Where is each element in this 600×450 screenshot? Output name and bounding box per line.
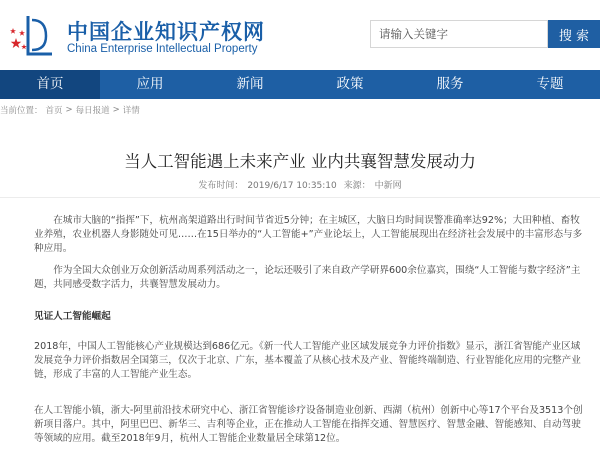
site-name-cn[interactable]: 中国企业知识产权网 xyxy=(67,20,265,44)
article-subhead: 见证人工智能崛起 xyxy=(34,311,111,322)
breadcrumb-separator: > xyxy=(112,105,120,115)
search-button[interactable]: 搜 索 xyxy=(548,20,600,48)
article-paragraph: 作为全国大众创业万众创新活动周系列活动之一，论坛还吸引了来自政产学研界600余位嘉宾，围绕“人工智能与数字经济”主题，共同感受数字活力，共襄智慧发展动力。 xyxy=(34,265,581,290)
nav-item-policy[interactable]: 政策 xyxy=(336,76,364,92)
source-name: 中新网 xyxy=(374,181,402,191)
breadcrumb-separator: > xyxy=(65,105,73,115)
site-name-en: China Enterprise Intellectual Property xyxy=(67,43,258,55)
nav-item-service[interactable]: 服务 xyxy=(436,76,464,92)
breadcrumb xyxy=(0,102,143,118)
nav-item-application[interactable]: 应用 xyxy=(136,76,164,92)
nav-item-news[interactable]: 新闻 xyxy=(236,76,264,92)
source-label: 来源： xyxy=(343,181,371,191)
article-paragraph: 在城市大脑的“指挥”下，杭州高架道路出行时间节省近5分钟；在主城区，大脑日均时间误警准确率达92%；大田种植、畜牧业养殖，农业机器人身影随处可见……在15日举办的“人工智能+”产业论坛上，人工智能展现出在经济社会发展中的丰富形态与多种应用。 xyxy=(34,215,583,254)
divider xyxy=(0,197,600,198)
publish-label: 发布时间： xyxy=(198,181,244,191)
search-input[interactable] xyxy=(370,20,548,48)
main-nav xyxy=(0,70,600,99)
article-paragraph: 在人工智能小镇，浙大-阿里前沿技术研究中心、浙江省智能诊疗设备制造业创新、西湖（杭州）创新中心等17个平台及3513个创新项目落户。其中，阿里巴巴、新华三、吉利等企业，正在推动人工智能在指挥交通、智慧医疗、智慧金融、智能感知、自动驾驶等领域的应用。截至2018年9月，杭州人工智能企业数量居全球第12位。 xyxy=(34,405,583,444)
nav-item-home[interactable]: 首页 xyxy=(0,70,100,99)
article-meta xyxy=(0,178,600,191)
breadcrumb-current: 详情 xyxy=(122,106,140,116)
breadcrumb-home-link[interactable]: 首页 xyxy=(45,106,63,116)
site-header xyxy=(0,0,600,70)
nav-item-topics[interactable]: 专题 xyxy=(536,76,564,92)
breadcrumb-label: 当前位置： xyxy=(0,106,43,116)
breadcrumb-daily-report-link[interactable]: 每日报道 xyxy=(75,106,110,116)
article-paragraph: 2018年，中国人工智能核心产业规模达到686亿元。《新一代人工智能产业区域发展竞争力评价指数》显示，浙江省智能产业区域发展竞争力评价指数居全国第三，仅次于北京、广东，基本覆盖了从核心技术及产业、智能终端制造、行业智能化应用的完整产业链，形成了丰富的人工智能产业生态。 xyxy=(34,341,581,380)
publish-time: 2019/6/17 10:35:10 xyxy=(247,181,337,191)
article-title: 当人工智能遇上未来产业 业内共襄智慧发展动力 xyxy=(124,152,476,171)
site-logo[interactable] xyxy=(8,14,54,58)
